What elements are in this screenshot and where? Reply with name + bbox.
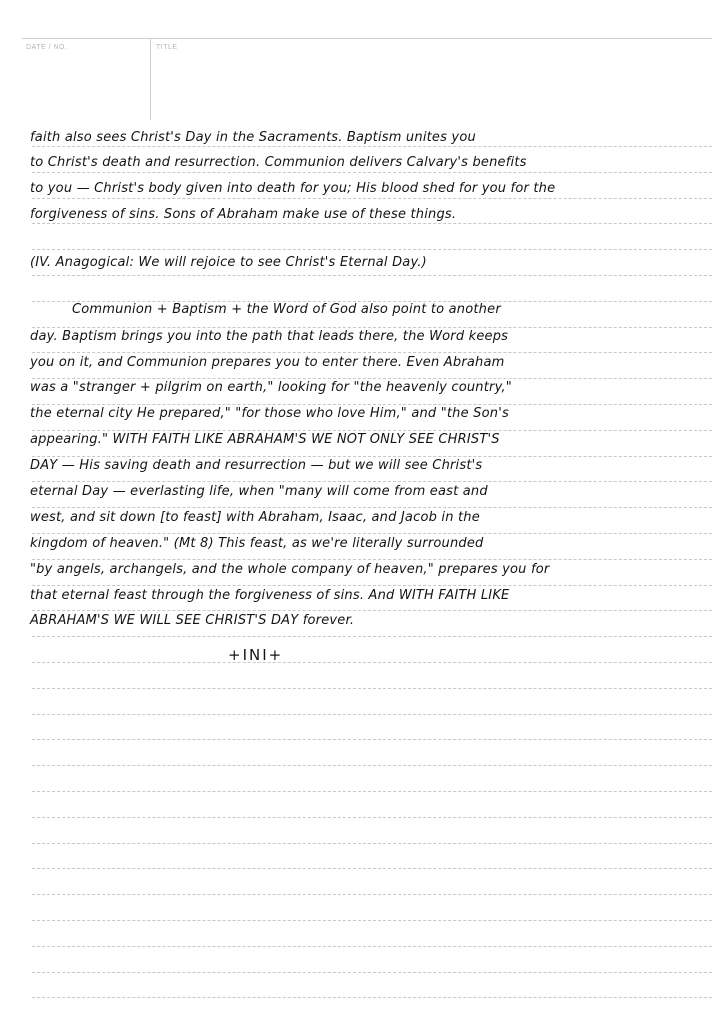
handwritten-line: you on it, and Communion prepares you to enter there. Even Abraham: [30, 355, 505, 370]
ruled-line: [32, 198, 712, 199]
handwritten-line: was a "stranger + pilgrim on earth," looking for "the heavenly country,": [30, 380, 512, 395]
ruled-line: [32, 481, 712, 482]
ruled-line: [32, 946, 712, 947]
ruled-line: [32, 146, 712, 147]
handwritten-line: forgiveness of sins. Sons of Abraham make use of these things.: [30, 207, 457, 222]
ruled-line: [32, 223, 712, 224]
page-header: [22, 38, 712, 120]
ruled-line: [32, 378, 712, 379]
handwritten-line: kingdom of heaven." (Mt 8) This feast, as we're literally surrounded: [30, 536, 484, 551]
ruled-line: [32, 352, 712, 353]
ruled-line: [32, 404, 712, 405]
date-label: DATE / NO.: [26, 44, 68, 51]
handwritten-line: "by angels, archangels, and the whole company of heaven," prepares you for: [30, 562, 550, 577]
ruled-line: [32, 765, 712, 766]
handwritten-line: ABRAHAM'S WE WILL SEE CHRIST'S DAY forever.: [30, 613, 355, 628]
title-label: TITLE: [156, 44, 178, 51]
ruled-line: [32, 456, 712, 457]
ruled-line: [32, 894, 712, 895]
header-divider: [150, 38, 151, 120]
handwritten-line: the eternal city He prepared," "for those who love Him," and "the Son's: [30, 406, 509, 421]
closing-mark: +INI+: [228, 646, 284, 664]
handwritten-line: eternal Day — everlasting life, when "many will come from east and: [30, 484, 488, 499]
ruled-line: [32, 868, 712, 869]
ruled-line: [32, 636, 712, 637]
ruled-line: [32, 275, 712, 276]
handwritten-line: (IV. Anagogical: We will rejoice to see Christ's Eternal Day.): [30, 255, 427, 270]
ruled-line: [32, 972, 712, 973]
ruled-line: [32, 533, 712, 534]
handwritten-line: that eternal feast through the forgiveness of sins. And WITH FAITH LIKE: [30, 588, 510, 603]
ruled-line: [32, 327, 712, 328]
handwritten-line: day. Baptism brings you into the path that leads there, the Word keeps: [30, 329, 509, 344]
handwritten-line: Communion + Baptism + the Word of God also point to another: [72, 302, 501, 317]
handwritten-line: west, and sit down [to feast] with Abraham, Isaac, and Jacob in the: [30, 510, 480, 525]
ruled-line: [32, 662, 712, 663]
ruled-line: [32, 843, 712, 844]
ruled-line: [32, 559, 712, 560]
ruled-line: [32, 920, 712, 921]
handwritten-line: appearing." WITH FAITH LIKE ABRAHAM'S WE NOT ONLY SEE CHRIST'S: [30, 432, 500, 447]
ruled-line: [32, 430, 712, 431]
handwritten-line: DAY — His saving death and resurrection — but we will see Christ's: [30, 458, 483, 473]
ruled-line: [32, 714, 712, 715]
ruled-line: [32, 585, 712, 586]
ruled-line: [32, 997, 712, 998]
ruled-line: [32, 610, 712, 611]
ruled-line: [32, 249, 712, 250]
ruled-line: [32, 817, 712, 818]
header-top-rule: [22, 38, 712, 39]
ruled-line: [32, 507, 712, 508]
handwritten-line: to you — Christ's body given into death for you; His blood shed for you for the: [30, 181, 556, 196]
ruled-line: [32, 688, 712, 689]
handwritten-line: faith also sees Christ's Day in the Sacraments. Baptism unites you: [30, 130, 476, 145]
ruled-line: [32, 739, 712, 740]
handwritten-line: to Christ's death and resurrection. Communion delivers Calvary's benefits: [30, 155, 527, 170]
ruled-line: [32, 791, 712, 792]
ruled-line: [32, 172, 712, 173]
